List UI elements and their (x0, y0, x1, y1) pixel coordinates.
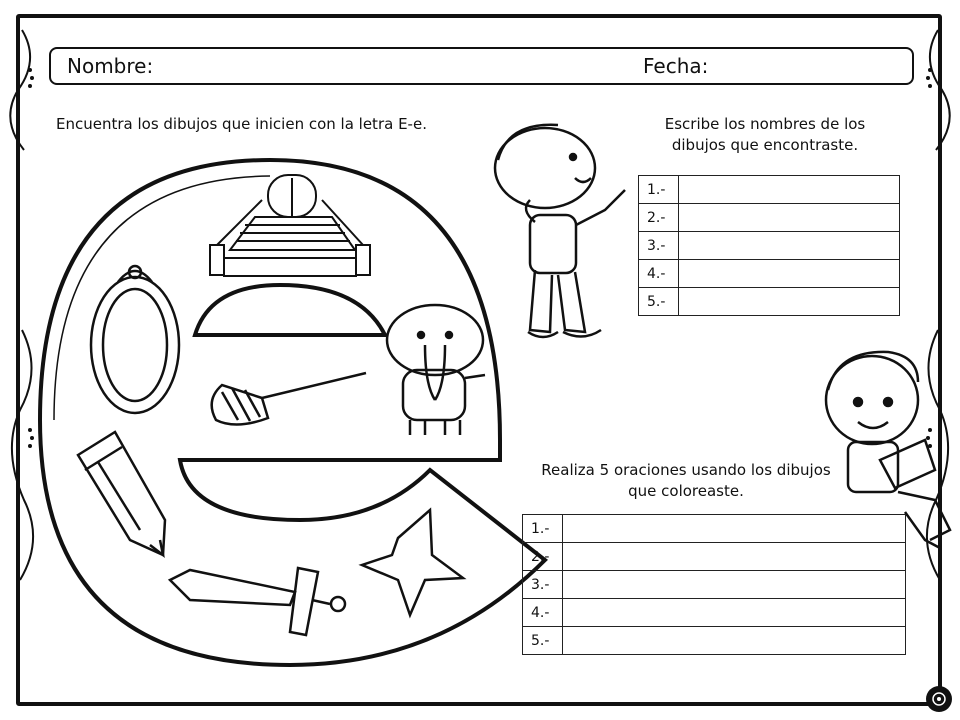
sentence-row[interactable] (523, 543, 906, 571)
sentence-line[interactable] (563, 599, 906, 627)
sentence-row[interactable] (523, 599, 906, 627)
row-number: 5.- (639, 288, 679, 316)
names-row[interactable] (639, 288, 900, 316)
sentence-line[interactable] (563, 543, 906, 571)
row-number: 2.- (639, 204, 679, 232)
answer-line[interactable] (679, 232, 900, 260)
row-number: 2.- (523, 543, 563, 571)
sentence-row[interactable] (523, 515, 906, 543)
row-number: 4.- (639, 260, 679, 288)
answer-line[interactable] (679, 288, 900, 316)
names-row[interactable] (639, 260, 900, 288)
row-number: 1.- (639, 176, 679, 204)
answer-line[interactable] (679, 176, 900, 204)
names-row[interactable] (639, 232, 900, 260)
answer-line[interactable] (679, 260, 900, 288)
names-table (638, 175, 900, 316)
names-row[interactable] (639, 176, 900, 204)
sentence-line[interactable] (563, 627, 906, 655)
row-number: 3.- (523, 571, 563, 599)
row-number: 5.- (523, 627, 563, 655)
sentence-line[interactable] (563, 571, 906, 599)
row-number: 4.- (523, 599, 563, 627)
write-instruction: Escribe los nombres de los dibujos que encontraste. (664, 115, 866, 154)
girl-illustration (495, 125, 625, 337)
logo-mark-icon (930, 690, 948, 708)
sentences-table (522, 514, 906, 655)
name-date-header (49, 47, 914, 85)
row-number: 3.- (639, 232, 679, 260)
left-instruction: Encuentra los dibujos que inicien con la letra E-e. (56, 115, 427, 133)
sentence-row[interactable] (523, 571, 906, 599)
date-label: Fecha: (643, 54, 709, 78)
letter-e-illustration (40, 160, 545, 665)
sentence-line[interactable] (563, 515, 906, 543)
sentence-instruction: Realiza 5 oraciones usando los dibujos que coloreaste. (541, 461, 831, 500)
logo-badge-icon (926, 686, 952, 712)
name-label: Nombre: (67, 54, 154, 78)
names-row[interactable] (639, 204, 900, 232)
sentence-row[interactable] (523, 627, 906, 655)
row-number: 1.- (523, 515, 563, 543)
answer-line[interactable] (679, 204, 900, 232)
